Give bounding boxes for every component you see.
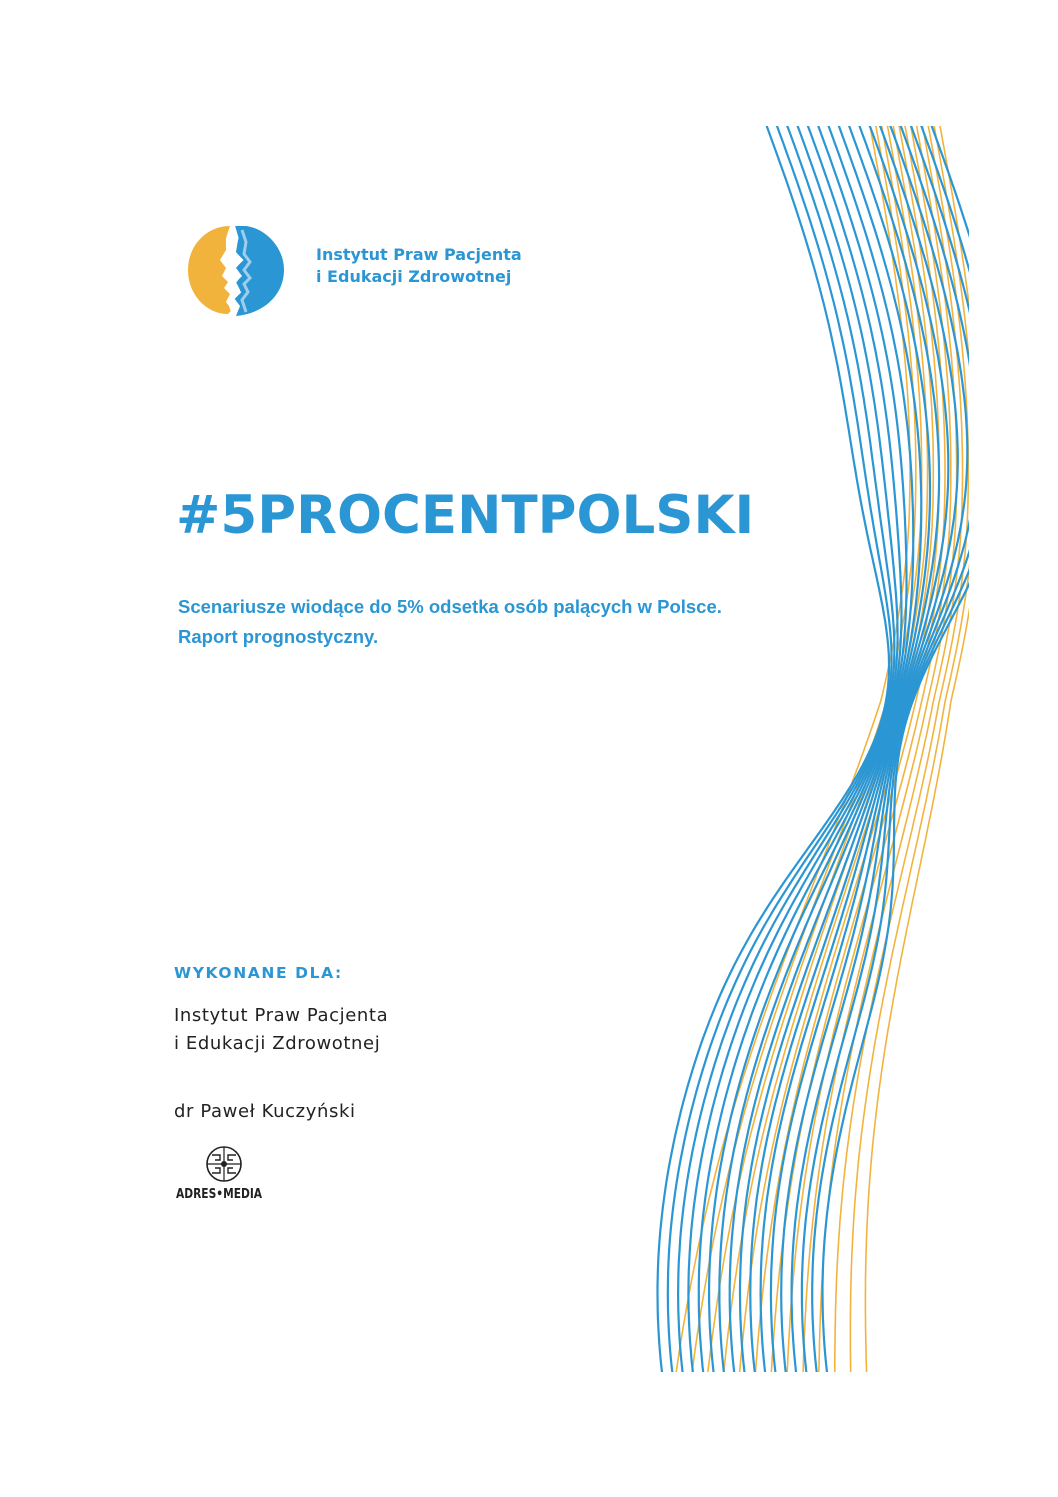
publisher-name: ADRES•MEDIA xyxy=(176,1187,263,1202)
client-name xyxy=(174,1002,388,1058)
organization-name-line2: i Edukacji Zdrowotnej xyxy=(316,267,512,286)
yellow-wave-line xyxy=(770,110,945,1390)
blue-wave-line xyxy=(740,110,930,1390)
blue-wave-line xyxy=(823,110,1007,1390)
blue-wave-line xyxy=(668,110,892,1390)
circuit-globe-icon xyxy=(204,1144,244,1184)
yellow-wave-lines xyxy=(674,110,980,1390)
report-title: #5PROCENTPOLSKI xyxy=(176,485,755,546)
report-subtitle-line2: Raport prognostyczny. xyxy=(178,626,379,647)
client-name-line2: i Edukacji Zdrowotnej xyxy=(174,1033,381,1054)
blue-wave-line xyxy=(678,110,894,1390)
face-profiles-logo-icon xyxy=(186,222,286,320)
made-for-label: WYKONANE DLA: xyxy=(174,964,343,982)
yellow-wave-line xyxy=(754,110,939,1390)
blue-wave-line xyxy=(688,110,897,1390)
author-name: dr Paweł Kuczyński xyxy=(174,1101,356,1122)
report-subtitle xyxy=(178,592,722,652)
client-name-line1: Instytut Praw Pacjenta xyxy=(174,1005,389,1026)
report-subtitle-line1: Scenariusze wiodące do 5% odsetka osób palących w Polsce. xyxy=(178,596,722,617)
organization-name xyxy=(316,244,522,288)
organization-name-line1: Instytut Praw Pacjenta xyxy=(316,245,522,264)
